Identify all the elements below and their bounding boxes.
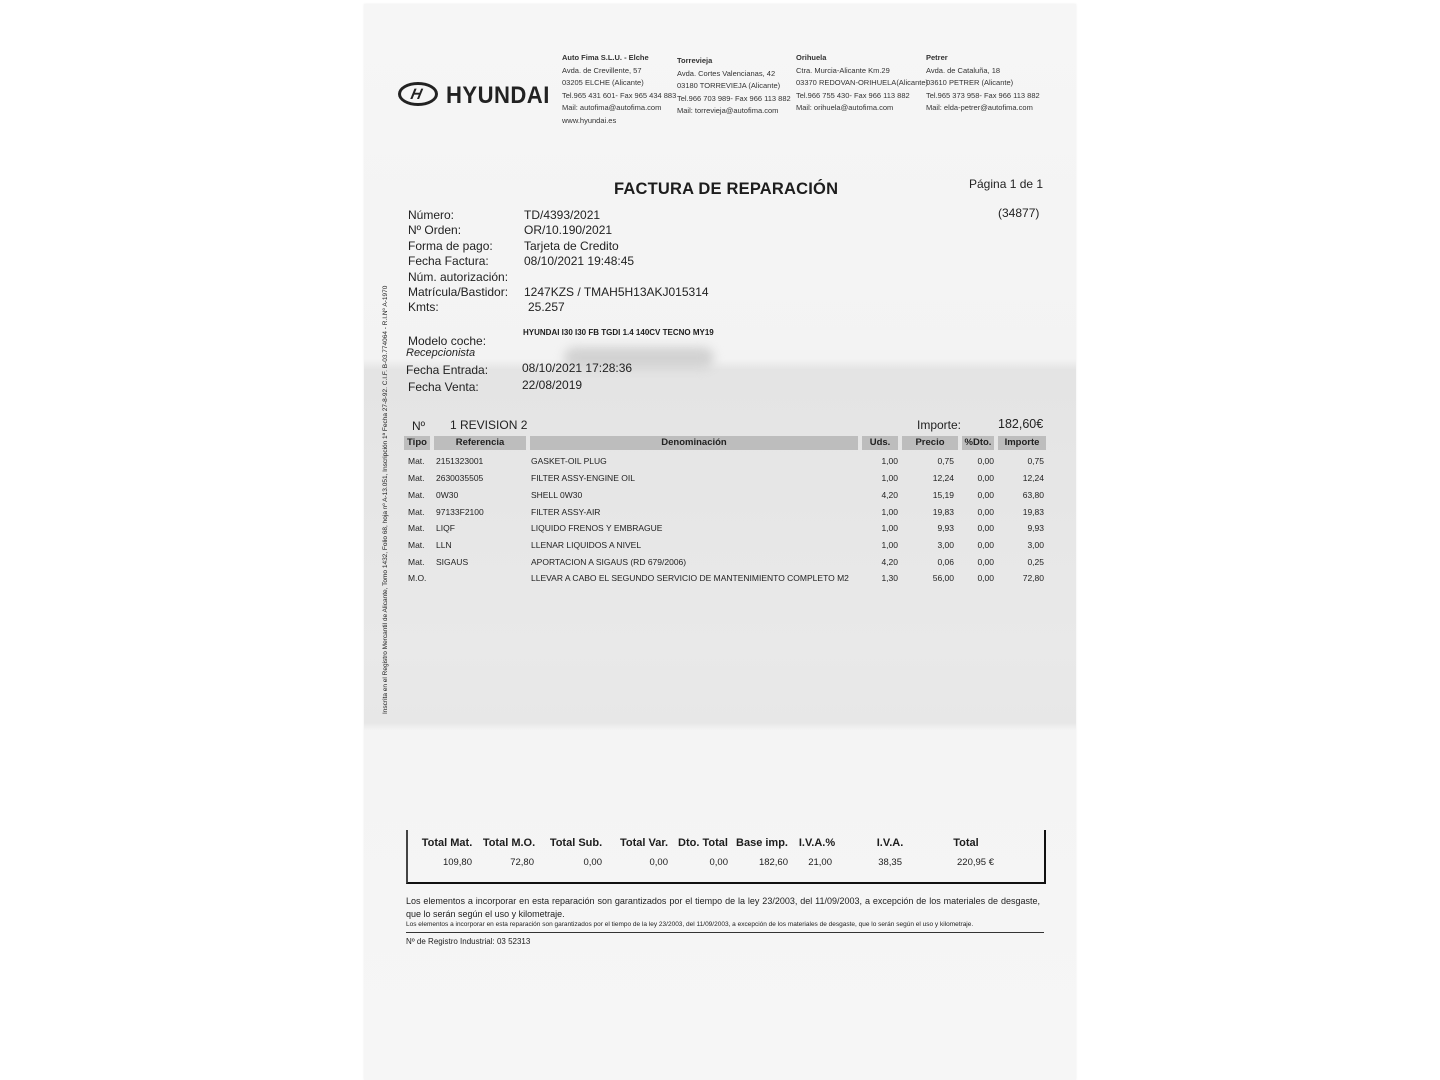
total-value: 0,00 — [709, 857, 728, 868]
branch-line: Ctra. Murcia-Alicante Km.29 — [796, 65, 890, 75]
cell-precio: 0,06 — [937, 557, 954, 567]
field-value: TD/4393/2021 — [524, 208, 601, 222]
cell-precio: 9,93 — [937, 523, 954, 533]
branch-torrevieja — [677, 55, 791, 118]
total-header: Total Var. — [619, 837, 669, 849]
branch-line: Tel.966 703 989- Fax 966 113 882 — [677, 93, 791, 103]
cell-denominacion: LLENAR LIQUIDOS A NIVEL — [531, 540, 642, 550]
field-label: Matrícula/Bastidor: — [408, 285, 509, 299]
fecha-entrada-value: 08/10/2021 17:28:36 — [522, 361, 633, 375]
invoice-page — [364, 4, 1076, 1080]
cell-referencia: LIQF — [436, 523, 455, 533]
column-header-importe: Importe — [998, 436, 1046, 450]
branch-line: Avda. Cortes Valencianas, 42 — [677, 68, 776, 78]
invoice-code: (34877) — [998, 206, 1040, 220]
branch-line: 03205 ELCHE (Alicante) — [562, 78, 644, 87]
total-value: 220,95 € — [957, 857, 994, 868]
cell-uds: 1,30 — [881, 573, 898, 583]
fecha-venta-value: 22/08/2019 — [522, 378, 583, 392]
cell-uds: 1,00 — [881, 456, 898, 466]
cell-referencia: 2151323001 — [436, 456, 484, 466]
cell-importe: 9,93 — [1027, 523, 1044, 533]
cell-importe: 12,24 — [1022, 473, 1044, 483]
invoice-title: FACTURA DE REPARACIÓN — [614, 180, 839, 198]
branch-line: Tel.966 755 430- Fax 966 113 882 — [796, 90, 910, 100]
branch-orihuela — [796, 52, 928, 115]
branch-petrer — [926, 52, 1040, 115]
cell-tipo: Mat. — [408, 490, 425, 500]
field-label: Número: — [408, 208, 455, 222]
warranty-text: Los elementos a incorporar en esta reparación son garantizados por el tiempo de la ley 23/2003, del 11/09/2003, a excepción de los materiales de desgaste, que lo serán según el uso y kilometraje. — [406, 896, 1040, 919]
total-header: I.V.A.% — [798, 837, 836, 849]
cell-uds: 1,00 — [881, 540, 898, 550]
cell-dto: 0,00 — [977, 573, 994, 583]
divider — [406, 932, 1044, 933]
branch-line: Mail: elda-petrer@autofima.com — [926, 103, 1033, 112]
cell-precio: 56,00 — [932, 573, 954, 583]
total-value: 182,60 — [758, 857, 788, 868]
cell-denominacion: GASKET-OIL PLUG — [531, 456, 607, 466]
branch-elche — [562, 52, 676, 127]
cell-tipo: Mat. — [408, 523, 425, 533]
hyundai-logo-icon: H — [398, 82, 438, 106]
cell-precio: 12,24 — [932, 473, 954, 483]
branch-name: Auto Fima S.L.U. - Elche — [562, 53, 649, 62]
fecha-entrada-label: Fecha Entrada: — [406, 363, 489, 377]
logo-text: HYUNDAI — [446, 82, 550, 109]
total-header: I.V.A. — [876, 837, 904, 849]
total-header: Total Mat. — [421, 837, 473, 849]
cell-dto: 0,00 — [977, 490, 994, 500]
total-value: 109,80 — [442, 857, 472, 868]
column-header-precio: Precio — [902, 436, 958, 450]
total-header: Total M.O. — [482, 837, 536, 849]
total-header: Total — [953, 837, 979, 849]
cell-tipo: Mat. — [408, 507, 425, 517]
cell-uds: 4,20 — [881, 557, 898, 567]
column-header-referencia: Referencia — [434, 436, 526, 450]
field-label: Nº Orden: — [408, 223, 462, 237]
cell-precio: 3,00 — [937, 540, 954, 550]
total-header: Dto. Total — [678, 837, 728, 849]
branch-name: Orihuela — [796, 53, 827, 62]
warranty-text-small: Los elementos a incorporar en esta reparación son garantizados por el tiempo de la ley 23/2003, del 11/09/2003, a excepción de los materiales de desgaste, que lo serán según el uso y kilometraje. — [406, 921, 974, 928]
registro-mercantil-vertical: Inscrita en el Registro Mercantil de Alicante, Tomo 1432, Folio 68, hoja nº A-13.051, Inscripción 1ª Fecha 27-8-92. C.I.F. B-03.774064 - R.I.Nº A-1970 — [382, 285, 389, 714]
branch-name: Petrer — [926, 53, 948, 62]
section-n-label: Nº — [412, 419, 426, 433]
branch-name: Torrevieja — [677, 56, 713, 65]
column-header-denominacion: Denominación — [530, 436, 858, 450]
total-header: Base imp. — [736, 837, 788, 849]
branch-line: www.hyundai.es — [562, 115, 617, 125]
cell-importe: 3,00 — [1027, 540, 1044, 550]
modelo-label: Modelo coche: — [408, 334, 487, 348]
field-value: 1247KZS / TMAH5H13AKJ015314 — [524, 285, 709, 299]
cell-dto: 0,00 — [977, 557, 994, 567]
total-value: 38,35 — [878, 857, 902, 868]
column-header-dto: %Dto. — [962, 436, 994, 450]
branch-line: 03180 TORREVIEJA (Alicante) — [677, 81, 781, 90]
total-header: Total Sub. — [549, 837, 603, 849]
cell-referencia: LLN — [436, 540, 452, 550]
cell-dto: 0,00 — [977, 507, 994, 517]
fecha-venta-label: Fecha Venta: — [408, 380, 479, 394]
branch-line: Avda. de Cataluña, 18 — [926, 65, 1001, 75]
page-number: Página 1 de 1 — [969, 177, 1044, 191]
branch-line: Tel.965 431 601- Fax 965 434 883 — [562, 90, 677, 100]
cell-uds: 1,00 — [881, 473, 898, 483]
cell-dto: 0,00 — [977, 473, 994, 483]
cell-tipo: M.O. — [408, 573, 427, 583]
field-value: 08/10/2021 19:48:45 — [524, 254, 635, 268]
cell-denominacion: APORTACION A SIGAUS (RD 679/2006) — [531, 557, 687, 567]
cell-dto: 0,00 — [977, 456, 994, 466]
total-value: 0,00 — [583, 857, 602, 868]
column-header-uds: Uds. — [862, 436, 898, 450]
cell-denominacion: SHELL 0W30 — [531, 490, 583, 500]
cell-denominacion: FILTER ASSY-ENGINE OIL — [531, 473, 635, 483]
cell-denominacion: FILTER ASSY-AIR — [531, 507, 601, 517]
field-label: Núm. autorización: — [408, 270, 509, 284]
cell-dto: 0,00 — [977, 523, 994, 533]
field-value: 25.257 — [528, 300, 565, 314]
cell-importe: 19,83 — [1022, 507, 1044, 517]
cell-tipo: Mat. — [408, 473, 425, 483]
branch-line: Avda. de Crevillente, 57 — [562, 65, 642, 75]
section-name: 1 REVISION 2 — [450, 418, 528, 432]
cell-tipo: Mat. — [408, 557, 425, 567]
cell-dto: 0,00 — [977, 540, 994, 550]
cell-uds: 1,00 — [881, 507, 898, 517]
total-value: 72,80 — [510, 857, 534, 868]
registro-industrial: Nº de Registro Industrial: 03 52313 — [406, 937, 531, 946]
modelo-value: HYUNDAI I30 I30 FB TGDI 1.4 140CV TECNO MY19 — [523, 328, 714, 337]
cell-tipo: Mat. — [408, 540, 425, 550]
branch-line: Mail: orihuela@autofima.com — [796, 103, 894, 112]
cell-importe: 0,25 — [1027, 557, 1044, 567]
branch-line: 03610 PETRER (Alicante) — [926, 78, 1014, 87]
branch-line: 03370 REDOVAN-ORIHUELA(Alicante) — [796, 78, 928, 87]
importe-value: 182,60€ — [998, 417, 1044, 431]
field-label: Fecha Factura: — [408, 254, 489, 268]
cell-tipo: Mat. — [408, 456, 425, 466]
cell-uds: 4,20 — [881, 490, 898, 500]
branch-line: Mail: torrevieja@autofima.com — [677, 106, 779, 115]
cell-precio: 19,83 — [932, 507, 954, 517]
cell-denominacion: LIQUIDO FRENOS Y EMBRAGUE — [531, 523, 663, 533]
field-label: Kmts: — [408, 300, 439, 314]
cell-denominacion: LLEVAR A CABO EL SEGUNDO SERVICIO DE MANTENIMIENTO COMPLETO M2 — [531, 573, 849, 583]
field-value: OR/10.190/2021 — [524, 223, 613, 237]
total-value: 0,00 — [649, 857, 668, 868]
cell-referencia: SIGAUS — [436, 557, 469, 567]
field-label: Forma de pago: — [408, 239, 493, 253]
total-value: 21,00 — [808, 857, 832, 868]
cell-importe: 0,75 — [1027, 456, 1044, 466]
cell-precio: 0,75 — [937, 456, 954, 466]
branch-line: Tel.965 373 958- Fax 966 113 882 — [926, 90, 1040, 100]
cell-referencia: 0W30 — [436, 490, 459, 500]
cell-uds: 1,00 — [881, 523, 898, 533]
recepcionista-label: Recepcionista — [406, 347, 476, 359]
cell-referencia: 2630035505 — [436, 473, 484, 483]
importe-label: Importe: — [917, 418, 962, 432]
cell-precio: 15,19 — [932, 490, 954, 500]
cell-referencia: 97133F2100 — [436, 507, 484, 517]
cell-importe: 72,80 — [1022, 573, 1044, 583]
branch-line: Mail: autofima@autofima.com — [562, 103, 662, 112]
column-header-tipo: Tipo — [404, 436, 430, 450]
cell-importe: 63,80 — [1022, 490, 1044, 500]
field-value: Tarjeta de Credito — [524, 239, 619, 253]
